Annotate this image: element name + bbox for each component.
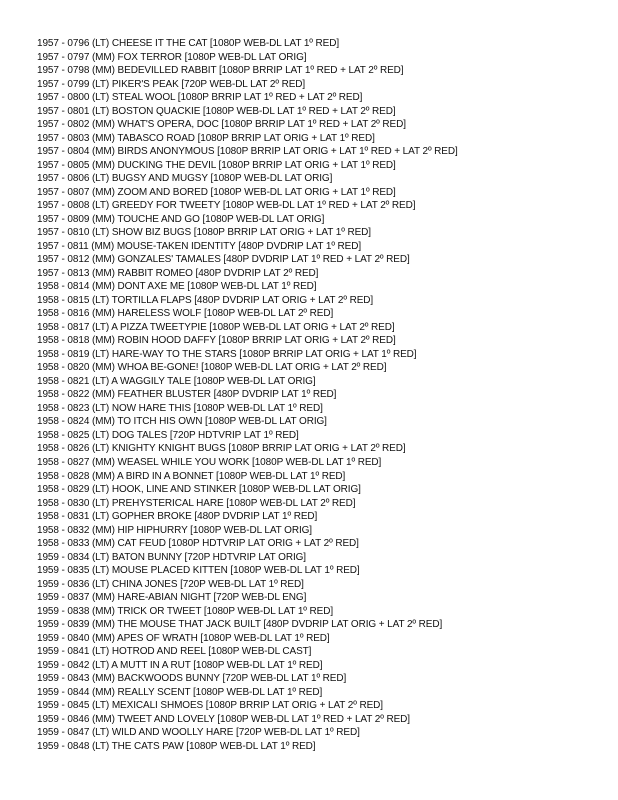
list-item: 1957 - 0800 (LT) STEAL WOOL [1080P BRRIP LAT 1º RED + LAT 2º RED] — [37, 92, 363, 104]
list-item: 1957 - 0807 (MM) ZOOM AND BORED [1080P WEB-DL LAT ORIG + LAT 1º RED] — [37, 186, 396, 198]
list-item: 1959 - 0839 (MM) THE MOUSE THAT JACK BUILT [480P DVDRIP LAT ORIG + LAT 2º RED] — [37, 619, 443, 631]
list-item: 1959 - 0842 (LT) A MUTT IN A RUT [1080P WEB-DL LAT 1º RED] — [37, 659, 323, 671]
list-item: 1959 - 0835 (LT) MOUSE PLACED KITTEN [1080P WEB-DL LAT 1º RED] — [37, 565, 360, 577]
list-item: 1958 - 0816 (MM) HARELESS WOLF [1080P WEB-DL LAT 2º RED] — [37, 308, 334, 320]
list-item: 1959 - 0838 (MM) TRICK OR TWEET [1080P WEB-DL LAT 1º RED] — [37, 605, 334, 617]
list-item: 1959 - 0843 (MM) BACKWOODS BUNNY [720P WEB-DL LAT 1º RED] — [37, 673, 347, 685]
list-item: 1957 - 0799 (LT) PIKER'S PEAK [720P WEB-DL LAT 2º RED] — [37, 78, 306, 90]
list-item: 1958 - 0820 (MM) WHOA BE-GONE! [1080P WEB-DL LAT ORIG + LAT 2º RED] — [37, 362, 387, 374]
list-item: 1959 - 0847 (LT) WILD AND WOOLLY HARE [720P WEB-DL LAT 1º RED] — [37, 727, 360, 739]
list-item: 1957 - 0809 (MM) TOUCHE AND GO [1080P WEB-DL LAT ORIG] — [37, 213, 325, 225]
list-item: 1957 - 0804 (MM) BIRDS ANONYMOUS [1080P BRRIP LAT ORIG + LAT 1º RED + LAT 2º RED] — [37, 146, 458, 158]
list-item: 1958 - 0818 (MM) ROBIN HOOD DAFFY [1080P BRRIP LAT ORIG + LAT 2º RED] — [37, 335, 396, 347]
list-item: 1958 - 0833 (MM) CAT FEUD [1080P HDTVRIP LAT ORIG + LAT 2º RED] — [37, 538, 359, 550]
list-item: 1959 - 0836 (LT) CHINA JONES [720P WEB-DL LAT 1º RED] — [37, 578, 304, 590]
list-item: 1959 - 0844 (MM) REALLY SCENT [1080P WEB-DL LAT 1º RED] — [37, 686, 323, 698]
list-item: 1958 - 0824 (MM) TO ITCH HIS OWN [1080P WEB-DL LAT ORIG] — [37, 416, 327, 428]
list-item: 1957 - 0796 (LT) CHEESE IT THE CAT [1080P WEB-DL LAT 1º RED] — [37, 38, 340, 49]
list-item: 1957 - 0801 (LT) BOSTON QUACKIE [1080P WEB-DL LAT 1º RED + LAT 2º RED] — [37, 105, 396, 117]
list-item: 1957 - 0806 (LT) BUGSY AND MUGSY [1080P WEB-DL LAT ORIG] — [37, 173, 333, 185]
list-item: 1958 - 0823 (LT) NOW HARE THIS [1080P WEB-DL LAT 1º RED] — [37, 402, 323, 414]
list-item: 1958 - 0819 (LT) HARE-WAY TO THE STARS [1080P BRRIP LAT ORIG + LAT 1º RED] — [37, 348, 417, 360]
list-item: 1957 - 0798 (MM) BEDEVILLED RABBIT [1080P BRRIP LAT 1º RED + LAT 2º RED] — [37, 65, 404, 77]
list-item: 1957 - 0805 (MM) DUCKING THE DEVIL [1080P BRRIP LAT ORIG + LAT 1º RED] — [37, 159, 396, 171]
list-item: 1958 - 0817 (LT) A PIZZA TWEETYPIE [1080P WEB-DL LAT ORIG + LAT 2º RED] — [37, 321, 395, 333]
list-item: 1957 - 0803 (MM) TABASCO ROAD [1080P BRRIP LAT ORIG + LAT 1º RED] — [37, 132, 375, 144]
list-item: 1958 - 0814 (MM) DONT AXE ME [1080P WEB-DL LAT 1º RED] — [37, 281, 317, 293]
list-item: 1959 - 0848 (LT) THE CATS PAW [1080P WEB-DL LAT 1º RED] — [37, 740, 316, 752]
list-item: 1958 - 0815 (LT) TORTILLA FLAPS [480P DVDRIP LAT ORIG + LAT 2º RED] — [37, 294, 374, 306]
list-item: 1958 - 0825 (LT) DOG TALES [720P HDTVRIP LAT 1º RED] — [37, 429, 299, 441]
list-item: 1958 - 0821 (LT) A WAGGILY TALE [1080P WEB-DL LAT ORIG] — [37, 375, 316, 387]
list-item: 1958 - 0831 (LT) GOPHER BROKE [480P DVDRIP LAT 1º RED] — [37, 511, 318, 523]
cartoon-list — [37, 37, 458, 753]
list-item: 1959 - 0846 (MM) TWEET AND LOVELY [1080P WEB-DL LAT 1º RED + LAT 2º RED] — [37, 713, 410, 725]
list-item: 1958 - 0827 (MM) WEASEL WHILE YOU WORK [1080P WEB-DL LAT 1º RED] — [37, 456, 382, 468]
list-item: 1957 - 0797 (MM) FOX TERROR [1080P WEB-DL LAT ORIG] — [37, 51, 307, 63]
list-item: 1957 - 0813 (MM) RABBIT ROMEO [480P DVDRIP LAT 2º RED] — [37, 267, 319, 279]
list-item: 1957 - 0802 (MM) WHAT'S OPERA, DOC [1080P BRRIP LAT 1º RED + LAT 2º RED] — [37, 119, 406, 131]
list-item: 1959 - 0840 (MM) APES OF WRATH [1080P WEB-DL LAT 1º RED] — [37, 632, 330, 644]
list-item: 1958 - 0826 (LT) KNIGHTY KNIGHT BUGS [1080P BRRIP LAT ORIG + LAT 2º RED] — [37, 443, 406, 455]
list-item: 1958 - 0828 (MM) A BIRD IN A BONNET [1080P WEB-DL LAT 1º RED] — [37, 470, 346, 482]
list-item: 1958 - 0830 (LT) PREHYSTERICAL HARE [1080P WEB-DL LAT 2º RED] — [37, 497, 356, 509]
list-item: 1957 - 0808 (LT) GREEDY FOR TWEETY [1080P WEB-DL LAT 1º RED + LAT 2º RED] — [37, 200, 416, 212]
list-item: 1959 - 0845 (LT) MEXICALI SHMOES [1080P BRRIP LAT ORIG + LAT 2º RED] — [37, 700, 383, 712]
list-item: 1958 - 0832 (MM) HIP HIPHURRY [1080P WEB-DL LAT ORIG] — [37, 524, 312, 536]
list-item: 1958 - 0822 (MM) FEATHER BLUSTER [480P DVDRIP LAT 1º RED] — [37, 389, 337, 401]
list-item: 1957 - 0810 (LT) SHOW BIZ BUGS [1080P BRRIP LAT ORIG + LAT 1º RED] — [37, 227, 371, 239]
list-item: 1957 - 0812 (MM) GONZALES' TAMALES [480P DVDRIP LAT 1º RED + LAT 2º RED] — [37, 254, 410, 266]
list-item: 1957 - 0811 (MM) MOUSE-TAKEN IDENTITY [480P DVDRIP LAT 1º RED] — [37, 240, 362, 252]
list-item: 1959 - 0837 (MM) HARE-ABIAN NIGHT [720P WEB-DL ENG] — [37, 592, 307, 604]
list-item: 1959 - 0834 (LT) BATON BUNNY [720P HDTVRIP LAT ORIG] — [37, 551, 306, 563]
list-item: 1958 - 0829 (LT) HOOK, LINE AND STINKER [1080P WEB-DL LAT ORIG] — [37, 484, 361, 496]
list-item: 1959 - 0841 (LT) HOTROD AND REEL [1080P WEB-DL CAST] — [37, 646, 312, 658]
